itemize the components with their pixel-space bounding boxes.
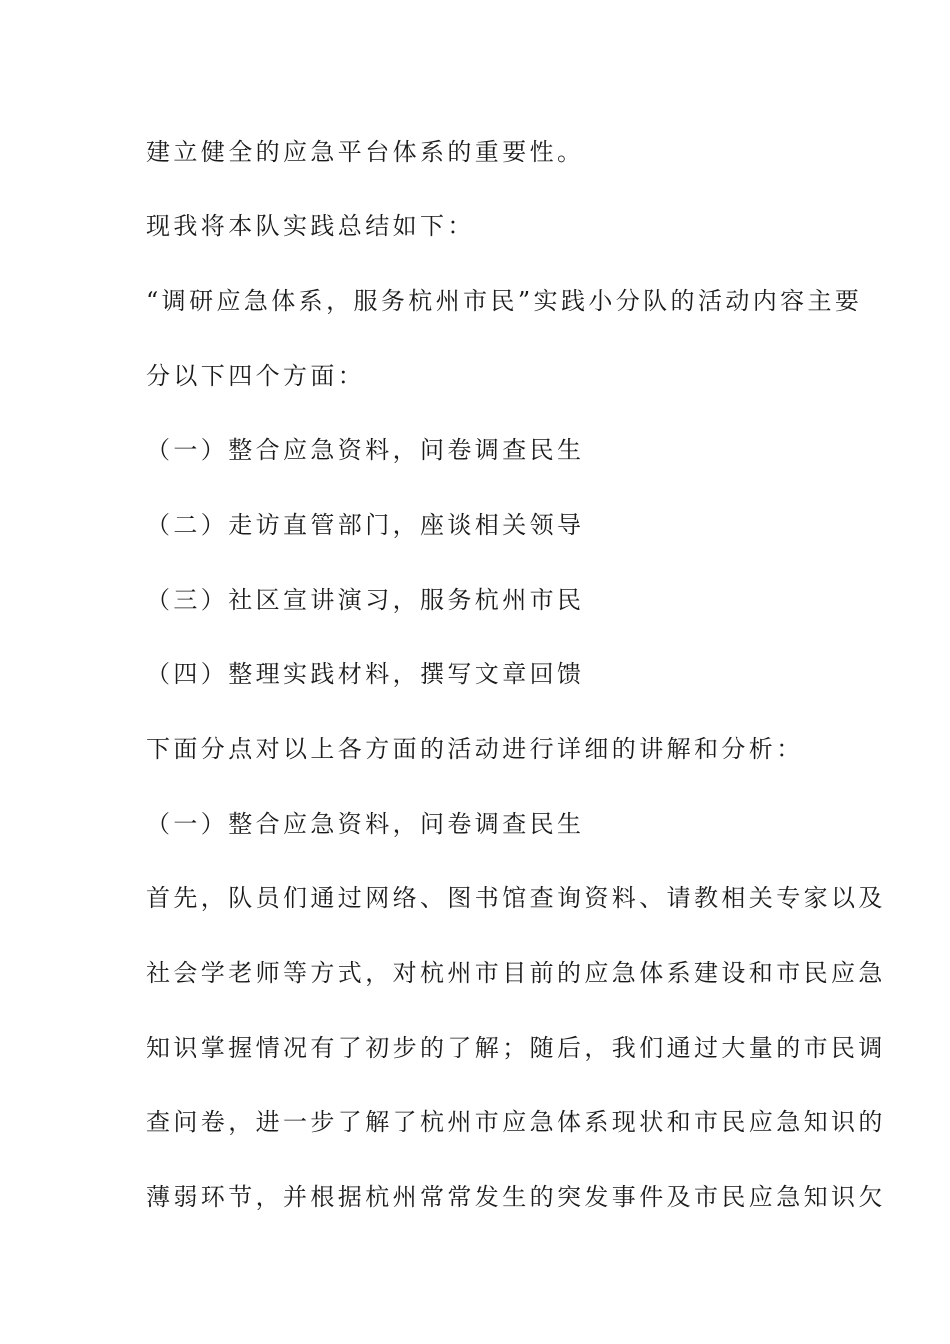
paragraph-line-1: 首先，队员们通过网络、图书馆查询资料、请教相关专家以及 [146, 884, 886, 912]
list-item-4: （四）整理实践材料，撰写文章回馈 [146, 660, 585, 688]
text-line-2: 现我将本队实践总结如下： [146, 212, 475, 240]
list-item-1: （一）整合应急资料，问卷调查民生 [146, 436, 585, 464]
list-item-3: （三）社区宣讲演习，服务杭州市民 [146, 586, 585, 614]
paragraph-line-5: 薄弱环节，并根据杭州常常发生的突发事件及市民应急知识欠 [146, 1183, 886, 1211]
text-line-9: 下面分点对以上各方面的活动进行详细的讲解和分析： [146, 735, 804, 763]
text-line-3: “调研应急体系，服务杭州市民”实践小分队的活动内容主要 [146, 287, 863, 315]
paragraph-line-4: 查问卷，进一步了解了杭州市应急体系现状和市民应急知识的 [146, 1108, 886, 1136]
section-heading-1: （一）整合应急资料，问卷调查民生 [146, 810, 585, 838]
list-item-2: （二）走访直管部门，座谈相关领导 [146, 511, 585, 539]
paragraph-line-2: 社会学老师等方式，对杭州市目前的应急体系建设和市民应急 [146, 959, 886, 987]
text-line-1: 建立健全的应急平台体系的重要性。 [146, 138, 585, 166]
text-line-4: 分以下四个方面： [146, 362, 366, 390]
paragraph-line-3: 知识掌握情况有了初步的了解；随后，我们通过大量的市民调 [146, 1034, 886, 1062]
